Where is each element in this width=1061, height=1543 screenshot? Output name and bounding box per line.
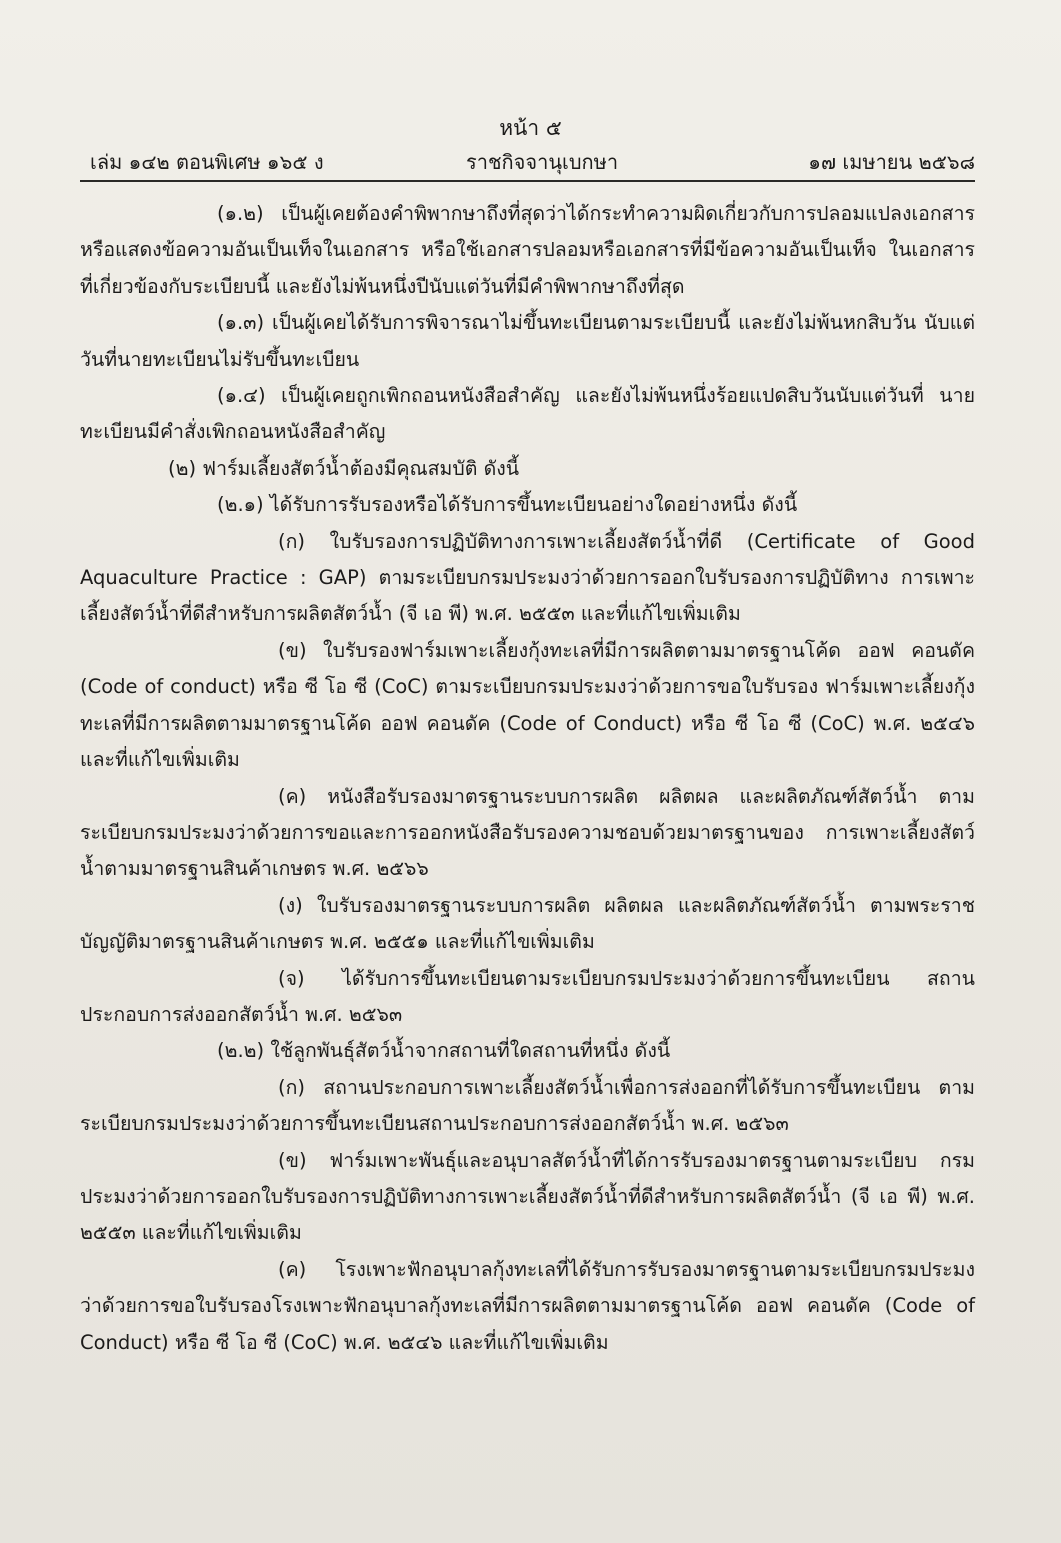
gazette-title: ราชกิจจานุเบกษา <box>466 150 619 174</box>
gazette-header <box>90 146 975 174</box>
clause-1-3: (๑.๓) เป็นผู้เคยได้รับการพิจารณาไม่ขึ้นทะเบียนตามระเบียบนี้ และยังไม่พ้นหกสิบวัน นับแต่วันที่นายทะเบียนไม่รับขึ้นทะเบียน <box>80 311 975 371</box>
clause-1-2: (๑.๒) เป็นผู้เคยต้องคำพิพากษาถึงที่สุดว่าได้กระทำความผิดเกี่ยวกับการปลอมแปลงเอกสาร หรือแสดงข้อความอันเป็นเท็จในเอกสาร หรือใช้เอกสารปลอมหรือเอกสารที่มีข้อความอันเป็นเท็จ ในเอกสารที่เกี่ยวข้องกับระเบียบนี้ และยังไม่พ้นหนึ่งปีนับแต่วันที่มีคำพิพากษาถึงที่สุด <box>80 202 975 298</box>
clause-2-1-b: (ข) ใบรับรองฟาร์มเพาะเลี้ยงกุ้งทะเลที่มีการผลิตตามมาตรฐานโค้ด ออฟ คอนดัค (Code of conduct) หรือ ซี โอ ซี (CoC) ตามระเบียบกรมประมงว่าด้วยการขอใบรับรอง ฟาร์มเพาะเลี้ยงกุ้งทะเลที่มีการผลิตตามมาตรฐานโค้ด ออฟ คอนดัค (Code of Conduct) หรือ ซี โอ ซี (CoC) พ.ศ. ๒๕๔๖ และที่แก้ไขเพิ่มเติม <box>80 638 975 772</box>
header-divider <box>80 180 975 182</box>
document-body <box>80 196 975 1361</box>
clause-2-1-d: (ง) ใบรับรองมาตรฐานระบบการผลิต ผลิตผล และผลิตภัณฑ์สัตว์น้ำ ตามพระราชบัญญัติมาตรฐานสินค้าเกษตร พ.ศ. ๒๕๕๑ และที่แก้ไขเพิ่มเติม <box>80 893 975 954</box>
clause-2-1-c: (ค) หนังสือรับรองมาตรฐานระบบการผลิต ผลิตผล และผลิตภัณฑ์สัตว์น้ำ ตามระเบียบกรมประมงว่าด้วยการขอและการออกหนังสือรับรองความชอบด้วยมาตรฐานของ การเพาะเลี้ยงสัตว์น้ำตามมาตรฐานสินค้าเกษตร พ.ศ. ๒๕๖๖ <box>80 784 975 881</box>
clause-2-1-e: (จ) ได้รับการขึ้นทะเบียนตามระเบียบกรมประมงว่าด้วยการขึ้นทะเบียน สถานประกอบการส่งออกสัตว์น้ำ พ.ศ. ๒๕๖๓ <box>80 966 975 1026</box>
clause-2-2-b: (ข) ฟาร์มเพาะพันธุ์และอนุบาลสัตว์น้ำที่ได้การรับรองมาตรฐานตามระเบียบ กรมประมงว่าด้วยการออกใบรับรองการปฏิบัติทางการเพาะเลี้ยงสัตว์น้ำที่ดีสำหรับการผลิตสัตว์น้ำ (จี เอ พี) พ.ศ. ๒๕๕๓ และที่แก้ไขเพิ่มเติม <box>80 1148 975 1245</box>
page-number: หน้า ๕ <box>499 116 562 140</box>
volume-issue: เล่ม ๑๔๒ ตอนพิเศษ ๑๖๕ ง <box>90 150 324 174</box>
clause-2-1-a: (ก) ใบรับรองการปฏิบัติทางการเพาะเลี้ยงสัตว์น้ำที่ดี (Certificate of Good Aquaculture Practice : GAP) ตามระเบียบกรมประมงว่าด้วยการออกใบรับรองการปฏิบัติทาง การเพาะเลี้ยงสัตว์น้ำที่ดีสำหรับการผลิตสัตว์น้ำ (จี เอ พี) พ.ศ. ๒๕๕๓ และที่แก้ไขเพิ่มเติม <box>80 529 975 626</box>
clause-2-1: (๒.๑) ได้รับการรับรองหรือได้รับการขึ้นทะเบียนอย่างใดอย่างหนึ่ง ดังนี้ <box>217 493 798 517</box>
clause-2-2-a: (ก) สถานประกอบการเพาะเลี้ยงสัตว์น้ำเพื่อการส่งออกที่ได้รับการขึ้นทะเบียน ตามระเบียบกรมประมงว่าด้วยการขึ้นทะเบียนสถานประกอบการส่งออกสัตว์น้ำ พ.ศ. ๒๕๖๓ <box>80 1075 975 1136</box>
clause-2-2-c: (ค) โรงเพาะฟักอนุบาลกุ้งทะเลที่ได้รับการรับรองมาตรฐานตามระเบียบกรมประมง ว่าด้วยการขอใบรับรองโรงเพาะฟักอนุบาลกุ้งทะเลที่มีการผลิตตามมาตรฐานโค้ด ออฟ คอนดัค (Code of Conduct) หรือ ซี โอ ซี (CoC) พ.ศ. ๒๕๔๖ และที่แก้ไขเพิ่มเติม <box>80 1257 975 1354</box>
clause-1-4: (๑.๔) เป็นผู้เคยถูกเพิกถอนหนังสือสำคัญ และยังไม่พ้นหนึ่งร้อยแปดสิบวันนับแต่วันที่ นายทะเบียนมีคำสั่งเพิกถอนหนังสือสำคัญ <box>80 384 975 444</box>
clause-2: (๒) ฟาร์มเลี้ยงสัตว์น้ำต้องมีคุณสมบัติ ดังนี้ <box>168 456 520 480</box>
publication-date: ๑๗ เมษายน ๒๕๖๘ <box>808 150 975 174</box>
clause-2-2: (๒.๒) ใช้ลูกพันธุ์สัตว์น้ำจากสถานที่ใดสถานที่หนึ่ง ดังนี้ <box>217 1039 671 1063</box>
